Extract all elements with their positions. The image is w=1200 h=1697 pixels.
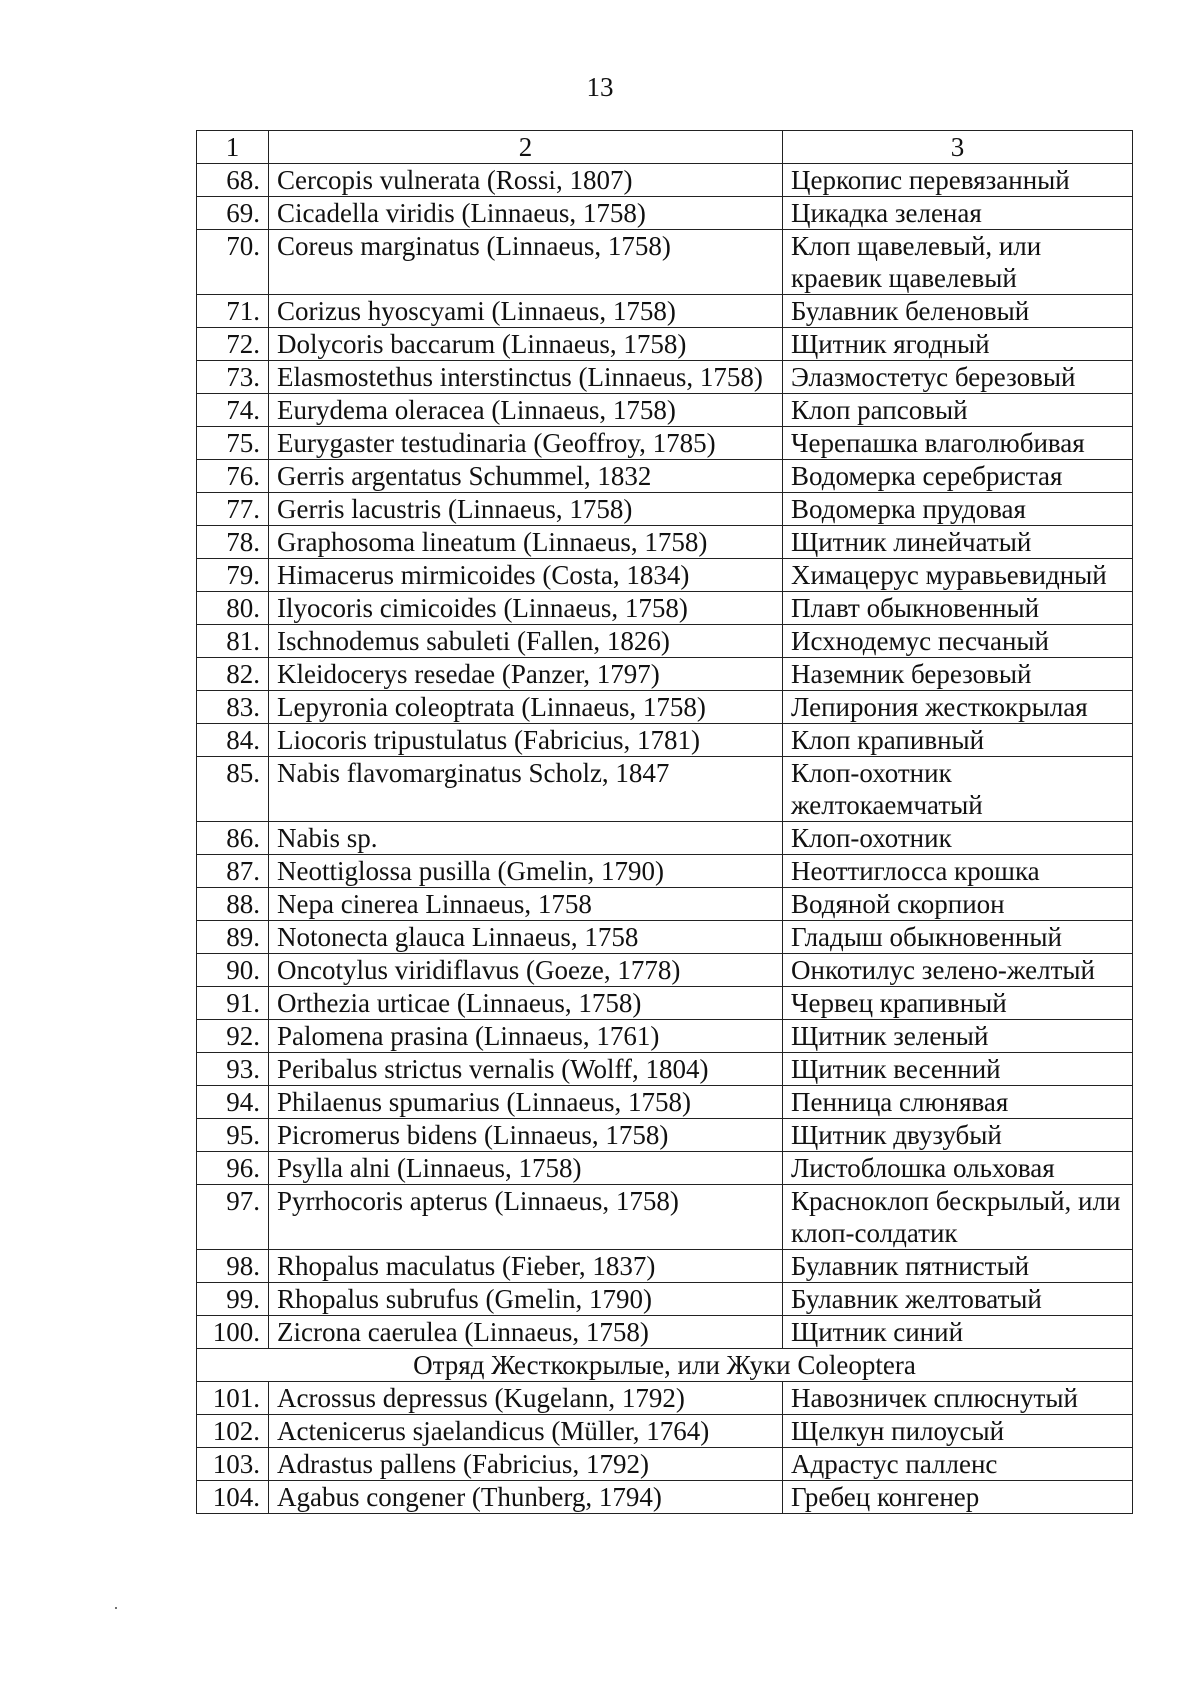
row-number: 73.	[197, 361, 269, 394]
latin-name: Cicadella viridis (Linnaeus, 1758)	[269, 197, 783, 230]
table-row	[197, 691, 1133, 724]
row-number: 81.	[197, 625, 269, 658]
russian-name: Клоп крапивный	[783, 724, 1133, 757]
row-number: 97.	[197, 1185, 269, 1250]
table-row	[197, 164, 1133, 197]
row-number: 91.	[197, 987, 269, 1020]
latin-name: Elasmostethus interstinctus (Linnaeus, 1758)	[269, 361, 783, 394]
page-number: 13	[586, 72, 614, 102]
latin-name: Gerris argentatus Schummel, 1832	[269, 460, 783, 493]
latin-name: Himacerus mirmicoides (Costa, 1834)	[269, 559, 783, 592]
russian-name: Щитник синий	[783, 1316, 1133, 1349]
row-number: 76.	[197, 460, 269, 493]
latin-name: Corizus hyoscyami (Linnaeus, 1758)	[269, 295, 783, 328]
russian-name: Черепашка влаголюбивая	[783, 427, 1133, 460]
row-number: 75.	[197, 427, 269, 460]
row-number: 80.	[197, 592, 269, 625]
russian-name: Клоп щавелевый, или краевик щавелевый	[783, 230, 1133, 295]
russian-name: Онкотилус зелено-желтый	[783, 954, 1133, 987]
latin-name: Psylla alni (Linnaeus, 1758)	[269, 1152, 783, 1185]
table-row	[197, 1316, 1133, 1349]
latin-name: Zicrona caerulea (Linnaeus, 1758)	[269, 1316, 783, 1349]
row-number: 74.	[197, 394, 269, 427]
row-number: 92.	[197, 1020, 269, 1053]
latin-name: Notonecta glauca Linnaeus, 1758	[269, 921, 783, 954]
section-title: Отряд Жесткокрылые, или Жуки Coleoptera	[197, 1349, 1133, 1382]
latin-name: Gerris lacustris (Linnaeus, 1758)	[269, 493, 783, 526]
table-row	[197, 1415, 1133, 1448]
latin-name: Ischnodemus sabuleti (Fallen, 1826)	[269, 625, 783, 658]
row-number: 96.	[197, 1152, 269, 1185]
row-number: 70.	[197, 230, 269, 295]
table-row	[197, 921, 1133, 954]
russian-name: Булавник беленовый	[783, 295, 1133, 328]
russian-name: Элазмостетус березовый	[783, 361, 1133, 394]
row-number: 84.	[197, 724, 269, 757]
row-number: 102.	[197, 1415, 269, 1448]
russian-name: Водомерка прудовая	[783, 493, 1133, 526]
table-row	[197, 361, 1133, 394]
table-row	[197, 1152, 1133, 1185]
latin-name: Liocoris tripustulatus (Fabricius, 1781)	[269, 724, 783, 757]
latin-name: Neottiglossa pusilla (Gmelin, 1790)	[269, 855, 783, 888]
row-number: 104.	[197, 1481, 269, 1514]
russian-name: Навозничек сплюснутый	[783, 1382, 1133, 1415]
row-number: 98.	[197, 1250, 269, 1283]
table-row	[197, 427, 1133, 460]
russian-name: Водомерка серебристая	[783, 460, 1133, 493]
table-row	[197, 592, 1133, 625]
row-number: 100.	[197, 1316, 269, 1349]
row-number: 86.	[197, 822, 269, 855]
latin-name: Adrastus pallens (Fabricius, 1792)	[269, 1448, 783, 1481]
latin-name: Palomena prasina (Linnaeus, 1761)	[269, 1020, 783, 1053]
row-number: 87.	[197, 855, 269, 888]
table-row	[197, 1250, 1133, 1283]
row-number: 83.	[197, 691, 269, 724]
latin-name: Dolycoris baccarum (Linnaeus, 1758)	[269, 328, 783, 361]
russian-name: Щитник двузубый	[783, 1119, 1133, 1152]
latin-name: Nepa cinerea Linnaeus, 1758	[269, 888, 783, 921]
table-row	[197, 1053, 1133, 1086]
table-header-row	[197, 131, 1133, 164]
latin-name: Picromerus bidens (Linnaeus, 1758)	[269, 1119, 783, 1152]
row-number: 72.	[197, 328, 269, 361]
latin-name: Graphosoma lineatum (Linnaeus, 1758)	[269, 526, 783, 559]
russian-name: Булавник желтоватый	[783, 1283, 1133, 1316]
row-number: 88.	[197, 888, 269, 921]
russian-name: Пенница слюнявая	[783, 1086, 1133, 1119]
row-number: 68.	[197, 164, 269, 197]
table-row	[197, 460, 1133, 493]
row-number: 78.	[197, 526, 269, 559]
russian-name: Гребец конгенер	[783, 1481, 1133, 1514]
russian-name: Листоблошка ольховая	[783, 1152, 1133, 1185]
latin-name: Rhopalus maculatus (Fieber, 1837)	[269, 1250, 783, 1283]
row-number: 71.	[197, 295, 269, 328]
table-row	[197, 526, 1133, 559]
latin-name: Eurydema oleracea (Linnaeus, 1758)	[269, 394, 783, 427]
russian-name: Клоп-охотник	[783, 822, 1133, 855]
table-row	[197, 822, 1133, 855]
latin-name: Eurygaster testudinaria (Geoffroy, 1785)	[269, 427, 783, 460]
russian-name: Адрастус палленс	[783, 1448, 1133, 1481]
header-col-3: 3	[783, 131, 1133, 164]
latin-name: Oncotylus viridiflavus (Goeze, 1778)	[269, 954, 783, 987]
row-number: 103.	[197, 1448, 269, 1481]
row-number: 77.	[197, 493, 269, 526]
russian-name: Водяной скорпион	[783, 888, 1133, 921]
russian-name: Щитник линейчатый	[783, 526, 1133, 559]
table-row	[197, 1185, 1133, 1250]
russian-name: Щитник зеленый	[783, 1020, 1133, 1053]
species-table-body	[197, 131, 1133, 1514]
row-number: 94.	[197, 1086, 269, 1119]
table-row	[197, 954, 1133, 987]
species-table	[196, 130, 1133, 1514]
row-number: 95.	[197, 1119, 269, 1152]
row-number: 93.	[197, 1053, 269, 1086]
table-row	[197, 295, 1133, 328]
russian-name: Химацерус муравьевидный	[783, 559, 1133, 592]
latin-name: Cercopis vulnerata (Rossi, 1807)	[269, 164, 783, 197]
table-row	[197, 724, 1133, 757]
latin-name: Actenicerus sjaelandicus (Müller, 1764)	[269, 1415, 783, 1448]
row-number: 89.	[197, 921, 269, 954]
russian-name: Гладыш обыкновенный	[783, 921, 1133, 954]
row-number: 90.	[197, 954, 269, 987]
table-row	[197, 1448, 1133, 1481]
row-number: 79.	[197, 559, 269, 592]
table-row	[197, 1382, 1133, 1415]
header-col-1: 1	[197, 131, 269, 164]
table-row	[197, 230, 1133, 295]
latin-name: Orthezia urticae (Linnaeus, 1758)	[269, 987, 783, 1020]
latin-name: Ilyocoris cimicoides (Linnaeus, 1758)	[269, 592, 783, 625]
table-row	[197, 625, 1133, 658]
table-row	[197, 328, 1133, 361]
russian-name: Неоттиглосса крошка	[783, 855, 1133, 888]
latin-name: Peribalus strictus vernalis (Wolff, 1804)	[269, 1053, 783, 1086]
table-row	[197, 197, 1133, 230]
table-row	[197, 1119, 1133, 1152]
russian-name: Щелкун пилоусый	[783, 1415, 1133, 1448]
stray-mark	[115, 1607, 117, 1609]
russian-name: Красноклоп бескрылый, или клоп-солдатик	[783, 1185, 1133, 1250]
latin-name: Pyrrhocoris apterus (Linnaeus, 1758)	[269, 1185, 783, 1250]
row-number: 69.	[197, 197, 269, 230]
latin-name: Lepyronia coleoptrata (Linnaeus, 1758)	[269, 691, 783, 724]
latin-name: Acrossus depressus (Kugelann, 1792)	[269, 1382, 783, 1415]
latin-name: Philaenus spumarius (Linnaeus, 1758)	[269, 1086, 783, 1119]
russian-name: Церкопис перевязанный	[783, 164, 1133, 197]
table-row	[197, 888, 1133, 921]
russian-name: Червец крапивный	[783, 987, 1133, 1020]
russian-name: Щитник весенний	[783, 1053, 1133, 1086]
table-row	[197, 559, 1133, 592]
header-col-2: 2	[269, 131, 783, 164]
russian-name: Наземник березовый	[783, 658, 1133, 691]
row-number: 85.	[197, 757, 269, 822]
russian-name: Щитник ягодный	[783, 328, 1133, 361]
latin-name: Coreus marginatus (Linnaeus, 1758)	[269, 230, 783, 295]
table-row	[197, 493, 1133, 526]
russian-name: Клоп рапсовый	[783, 394, 1133, 427]
table-row	[197, 987, 1133, 1020]
russian-name: Булавник пятнистый	[783, 1250, 1133, 1283]
latin-name: Nabis sp.	[269, 822, 783, 855]
row-number: 101.	[197, 1382, 269, 1415]
russian-name: Лепирония жесткокрылая	[783, 691, 1133, 724]
section-header-row	[197, 1349, 1133, 1382]
latin-name: Agabus congener (Thunberg, 1794)	[269, 1481, 783, 1514]
russian-name: Клоп-охотник желтокаемчатый	[783, 757, 1133, 822]
table-row	[197, 394, 1133, 427]
table-row	[197, 855, 1133, 888]
russian-name: Плавт обыкновенный	[783, 592, 1133, 625]
table-row	[197, 1086, 1133, 1119]
row-number: 82.	[197, 658, 269, 691]
table-row	[197, 1481, 1133, 1514]
table-row	[197, 1020, 1133, 1053]
table-row	[197, 658, 1133, 691]
latin-name: Nabis flavomarginatus Scholz, 1847	[269, 757, 783, 822]
russian-name: Исхнодемус песчаный	[783, 625, 1133, 658]
russian-name: Цикадка зеленая	[783, 197, 1133, 230]
latin-name: Kleidocerys resedae (Panzer, 1797)	[269, 658, 783, 691]
table-row	[197, 1283, 1133, 1316]
table-row	[197, 757, 1133, 822]
row-number: 99.	[197, 1283, 269, 1316]
latin-name: Rhopalus subrufus (Gmelin, 1790)	[269, 1283, 783, 1316]
